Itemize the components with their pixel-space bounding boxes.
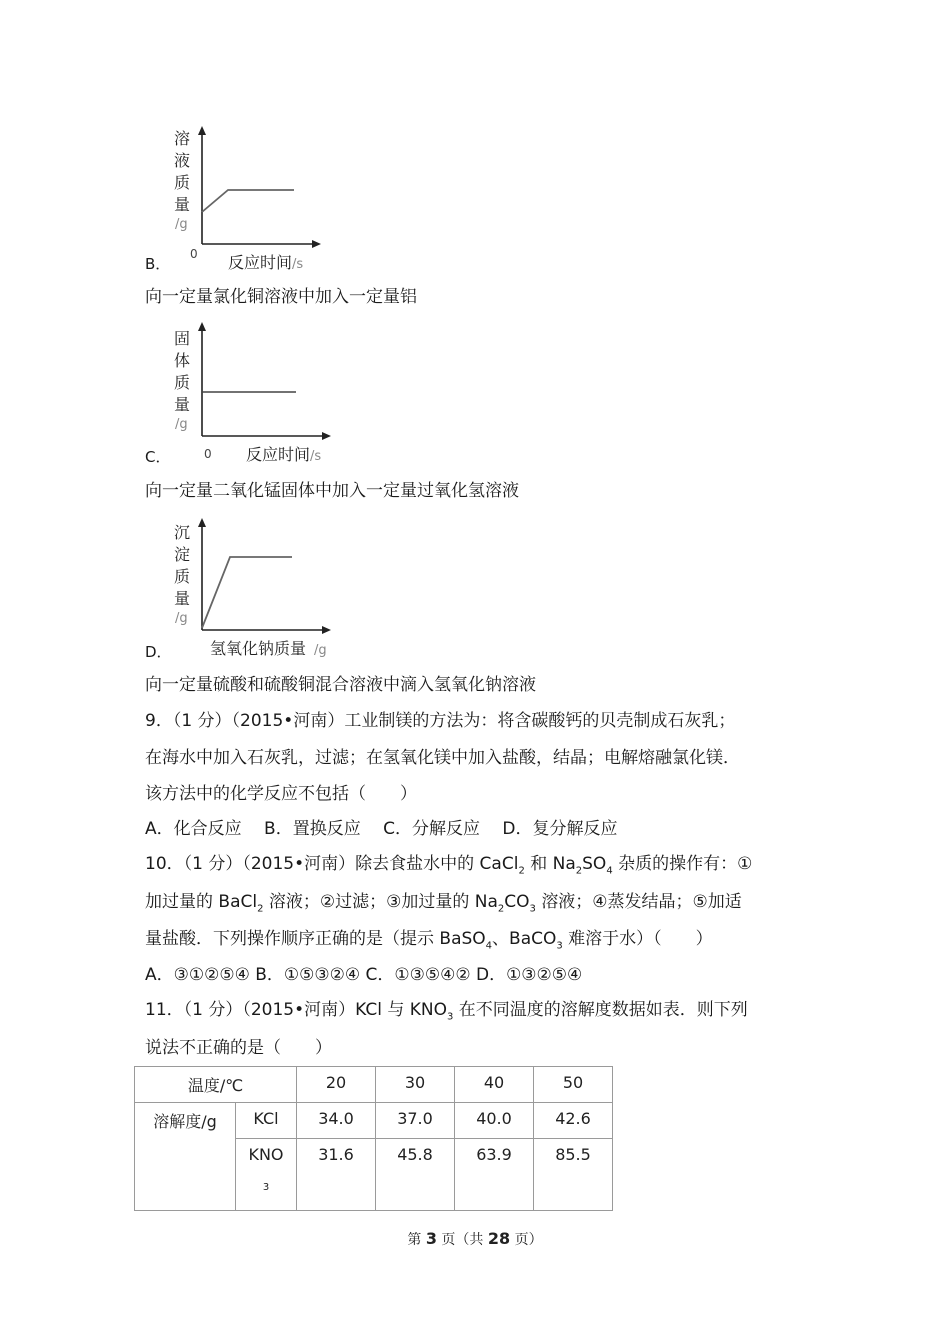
table-temp-50: 50 xyxy=(534,1067,613,1103)
graph-c-ylabel-1: 固 xyxy=(174,329,191,348)
table-kno3-label xyxy=(236,1139,297,1211)
graph-b-ylabel-1: 溶 xyxy=(174,129,191,148)
option-d-letter: D． xyxy=(145,643,172,661)
graph-c-ylabel-2: 体 xyxy=(174,351,191,370)
q9-options: A．化合反应 B．置换反应 C．分解反应 D．复分解反应 xyxy=(145,819,618,839)
graph-c-x-arrow xyxy=(322,432,331,440)
q10-sub-g: 4 xyxy=(485,940,493,952)
graph-b-origin: 0 xyxy=(190,247,198,261)
table-temp-40: 40 xyxy=(455,1067,534,1103)
graph-c xyxy=(168,318,338,468)
q10-line-3-c: 难溶于水）（ ） xyxy=(568,929,713,949)
q11-sub: 3 xyxy=(447,1011,454,1023)
graph-b-ylabel-3: 质 xyxy=(174,173,191,192)
footer-pre: 第 xyxy=(407,1232,426,1248)
q10-sub-c: 4 xyxy=(606,865,613,877)
graph-d-xlabel: 氢氧化钠质量 xyxy=(210,639,307,658)
table-kcl-label: KCl xyxy=(236,1103,297,1139)
footer-post: 页） xyxy=(510,1232,543,1248)
graph-c-ylabel-3: 质 xyxy=(174,373,191,392)
table-header-temp: 温度/℃ xyxy=(135,1067,297,1103)
q10-sub-a: 2 xyxy=(518,865,525,877)
footer-mid: 页（共 xyxy=(436,1232,488,1248)
q10-line-3-a: 量盐酸．下列操作顺序正确的是（提示 BaSO xyxy=(145,929,486,949)
q10-line-1-d: 杂质的操作有：① xyxy=(618,854,753,874)
q10-line-3 xyxy=(145,927,713,958)
graph-b-yunit: /g xyxy=(175,217,188,232)
graph-d-ylabel-4: 量 xyxy=(174,589,191,608)
graph-b-ylabel-4: 量 xyxy=(174,195,191,214)
option-d-caption: 向一定量硫酸和硫酸铜混合溶液中滴入氢氧化钠溶液 xyxy=(145,675,536,695)
footer-page-number: 3 xyxy=(425,1229,437,1248)
option-c-caption: 向一定量二氧化锰固体中加入一定量过氧化氢溶液 xyxy=(145,481,519,501)
q10-line-1-c: SO xyxy=(582,854,607,874)
q11-line-1 xyxy=(145,998,748,1029)
graph-b xyxy=(168,122,328,272)
q9-line-3: 该方法中的化学反应不包括（ ） xyxy=(145,784,417,804)
footer-total-pages: 28 xyxy=(487,1229,511,1248)
graph-c-ylabel-4: 量 xyxy=(174,395,191,414)
graph-c-y-arrow xyxy=(198,322,206,331)
graph-d-ylabel-3: 质 xyxy=(174,567,191,586)
graph-b-x-arrow xyxy=(312,240,321,248)
graph-b-ylabel-2: 液 xyxy=(174,151,191,170)
table-kcl-50: 42.6 xyxy=(534,1103,613,1139)
q10-line-2-b: 溶液；②过滤；③加过量的 Na xyxy=(268,892,498,912)
q10-sub-h: 3 xyxy=(556,940,563,952)
graph-d-x-arrow xyxy=(322,626,331,634)
graph-b-xunit: /s xyxy=(292,257,304,272)
graph-b-curve xyxy=(202,190,294,212)
graph-d-y-arrow xyxy=(198,518,206,527)
graph-c-xlabel: 反应时间 xyxy=(246,445,311,464)
q10-line-2 xyxy=(145,890,742,921)
table-kno3-label-sub: 3 xyxy=(262,1182,270,1193)
q10-line-3-b: 、BaCO xyxy=(492,929,557,949)
q10-sub-b: 2 xyxy=(575,865,583,877)
option-b-caption: 向一定量氯化铜溶液中加入一定量铝 xyxy=(145,287,417,307)
q10-sub-e: 2 xyxy=(497,903,505,915)
graph-c-xunit: /s xyxy=(310,449,322,464)
graph-b-xlabel: 反应时间 xyxy=(228,253,293,272)
q11-line-1-b: 在不同温度的溶解度数据如表．则下列 xyxy=(458,1000,748,1020)
q10-line-1 xyxy=(145,852,752,883)
table-row xyxy=(135,1103,613,1139)
q11-line-2: 说法不正确的是（ ） xyxy=(145,1038,332,1058)
page-footer xyxy=(0,1229,950,1249)
graph-d-yunit: /g xyxy=(175,611,188,626)
graph-d-curve xyxy=(202,557,292,628)
table-kno3-50: 85.5 xyxy=(534,1139,613,1211)
q10-line-1-b: 和 Na xyxy=(530,854,576,874)
q10-sub-f: 3 xyxy=(529,903,536,915)
graph-d xyxy=(168,514,338,662)
graph-c-origin: 0 xyxy=(204,447,212,461)
table-temp-30: 30 xyxy=(376,1067,455,1103)
table-kno3-40: 63.9 xyxy=(455,1139,534,1211)
q10-line-1-a: 10．（1 分）（2015•河南）除去食盐水中的 CaCl xyxy=(145,854,519,874)
graph-d-ylabel-2: 淀 xyxy=(174,545,191,564)
table-kno3-label-text: KNO xyxy=(248,1145,284,1164)
table-kno3-20: 31.6 xyxy=(297,1139,376,1211)
table-kcl-40: 40.0 xyxy=(455,1103,534,1139)
q9-line-2: 在海水中加入石灰乳，过滤；在氢氧化镁中加入盐酸，结晶；电解熔融氯化镁． xyxy=(145,748,740,768)
q10-options: A．③①②⑤④ B．①⑤③②④ C．①③⑤④② D．①③②⑤④ xyxy=(145,965,583,985)
q9-line-1: 9．（1 分）（2015•河南）工业制镁的方法为：将含碳酸钙的贝壳制成石灰乳； xyxy=(145,711,736,731)
table-kno3-30: 45.8 xyxy=(376,1139,455,1211)
q10-sub-d: 2 xyxy=(257,903,264,915)
option-b-letter: B． xyxy=(145,255,171,273)
table-row-group: 溶解度/g xyxy=(135,1103,236,1211)
graph-c-yunit: /g xyxy=(175,417,188,432)
table-temp-20: 20 xyxy=(297,1067,376,1103)
table-row xyxy=(135,1067,613,1103)
q10-line-2-d: 溶液；④蒸发结晶；⑤加适 xyxy=(541,892,742,912)
graph-d-xunit: /g xyxy=(314,643,327,658)
option-c-letter: C． xyxy=(145,448,171,466)
graph-d-ylabel-1: 沉 xyxy=(174,523,191,542)
q10-line-2-c: CO xyxy=(504,892,530,912)
solubility-table xyxy=(134,1066,613,1211)
table-kcl-20: 34.0 xyxy=(297,1103,376,1139)
q10-line-2-a: 加过量的 BaCl xyxy=(145,892,258,912)
q11-line-1-a: 11．（1 分）（2015•河南）KCl 与 KNO xyxy=(145,1000,448,1020)
graph-b-y-arrow xyxy=(198,126,206,135)
table-kcl-30: 37.0 xyxy=(376,1103,455,1139)
